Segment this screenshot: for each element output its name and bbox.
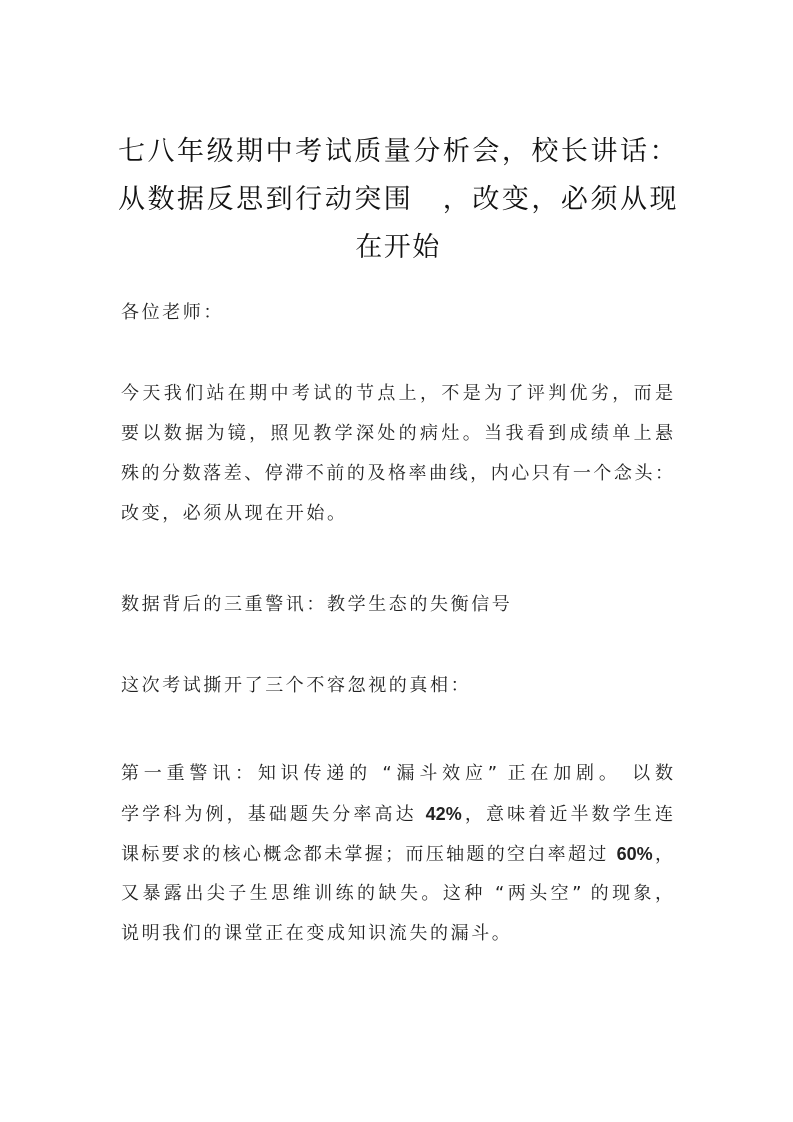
paragraph-line: [121, 794, 673, 834]
greeting: [121, 293, 673, 333]
title-line-1: 七八年级期中考试质量分析会，校长讲话：: [118, 136, 678, 167]
paragraph-line: 今天我们站在期中考试的节点上，不是为了评判优劣，而是: [121, 383, 673, 404]
paragraph-line: 又暴露出尖子生思维训练的缺失。这种 “两头空” 的现象，: [121, 883, 673, 904]
paragraph-line: 这次考试撕开了三个不容忽视的真相：: [121, 675, 472, 696]
text-segment: ，意味着近半数学生连: [461, 804, 673, 825]
paragraph-line: 殊的分数落差、停滞不前的及格率曲线，内心只有一个念头：: [121, 463, 673, 484]
title-line-3: 在开始: [355, 232, 441, 263]
stat-final-blank-rate: 60%: [616, 844, 653, 864]
paragraph-line: 第一重警讯：知识传递的 “漏斗效应” 正在加剧。 以数: [121, 763, 673, 784]
paragraph-line: 改变，必须从现在开始。: [121, 503, 348, 524]
paragraph-line: 要以数据为镜，照见教学深处的病灶。当我看到成绩单上悬: [121, 423, 673, 444]
text-segment: 学学科为例，基础题失分率高达: [121, 804, 426, 825]
stat-basic-loss-rate: 42%: [425, 804, 462, 824]
paragraph-truths: [121, 666, 673, 706]
paragraph-line: [121, 834, 673, 874]
section-heading-text: 数据背后的三重警讯：教学生态的失衡信号: [121, 594, 513, 615]
paragraph-line: 说明我们的课堂正在变成知识流失的漏斗。: [121, 923, 513, 944]
text-segment: ，: [652, 844, 673, 865]
section-heading: [121, 585, 673, 625]
paragraph-intro: [121, 374, 673, 534]
paragraph-first-warning: [121, 754, 673, 954]
document-title: [118, 128, 678, 272]
greeting-text: 各位老师：: [121, 302, 224, 323]
text-segment: 课标要求的核心概念都未掌握；而压轴题的空白率超过: [121, 844, 617, 865]
title-line-2: 从数据反思到行动突围 ，改变，必须从现: [118, 184, 678, 215]
